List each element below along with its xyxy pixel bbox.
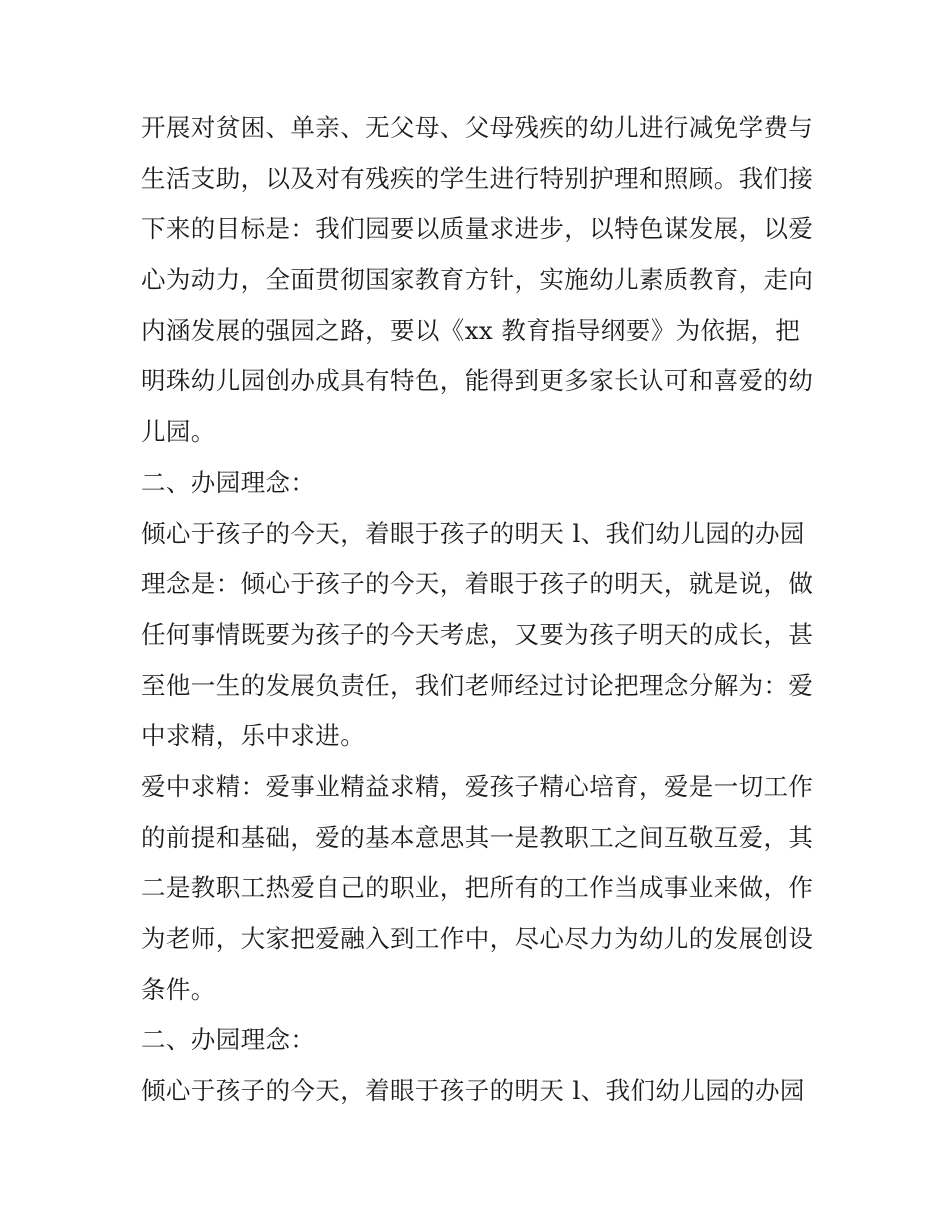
text-line: 爱中求精：爱事业精益求精，爱孩子精心培育，爱是一切工作 (141, 771, 814, 801)
text-line: 条件。 (141, 974, 216, 1004)
text-line: 的前提和基础，爱的基本意思其一是教职工之间互敬互爱，其 (141, 822, 814, 852)
text-line: 心为动力，全面贯彻国家教育方针，实施幼儿素质教育，走向 (141, 265, 814, 295)
text-line: 开展对贫困、单亲、无父母、父母残疾的幼儿进行减免学费与 (141, 113, 814, 142)
text-line: 生活支助，以及对有残疾的学生进行特别护理和照顾。我们接 (141, 163, 814, 193)
text-line: 任何事情既要为孩子的今天考虑，又要为孩子明天的成长，甚 (141, 619, 814, 649)
text-line: 倾心于孩子的今天，着眼于孩子的明天 l、我们幼儿园的办园 (141, 1076, 805, 1106)
text-line: 二是教职工热爱自己的职业，把所有的工作当成事业来做，作 (141, 873, 814, 903)
text-line: 至他一生的发展负责任，我们老师经过讨论把理念分解为：爱 (141, 670, 814, 700)
text-line: 理念是：倾心于孩子的今天，着眼于孩子的明天，就是说，做 (141, 569, 814, 599)
text-line: 明珠幼儿园创办成具有特色，能得到更多家长认可和喜爱的幼 (141, 366, 814, 396)
document-body (141, 103, 821, 1117)
section-heading: 二、办园理念： (141, 1025, 316, 1055)
section-heading: 二、办园理念： (141, 467, 316, 497)
text-line: 为老师，大家把爱融入到工作中，尽心尽力为幼儿的发展创设 (141, 924, 814, 953)
text-line: 倾心于孩子的今天，着眼于孩子的明天 l、我们幼儿园的办园 (141, 518, 805, 548)
text-line: 内涵发展的强园之路，要以《xx 教育指导纲要》为依据，把 (141, 315, 801, 345)
text-line: 儿园。 (141, 417, 216, 447)
text-line: 下来的目标是：我们园要以质量求进步，以特色谋发展，以爱 (141, 214, 814, 244)
text-line: 中求精，乐中求进。 (141, 721, 366, 751)
